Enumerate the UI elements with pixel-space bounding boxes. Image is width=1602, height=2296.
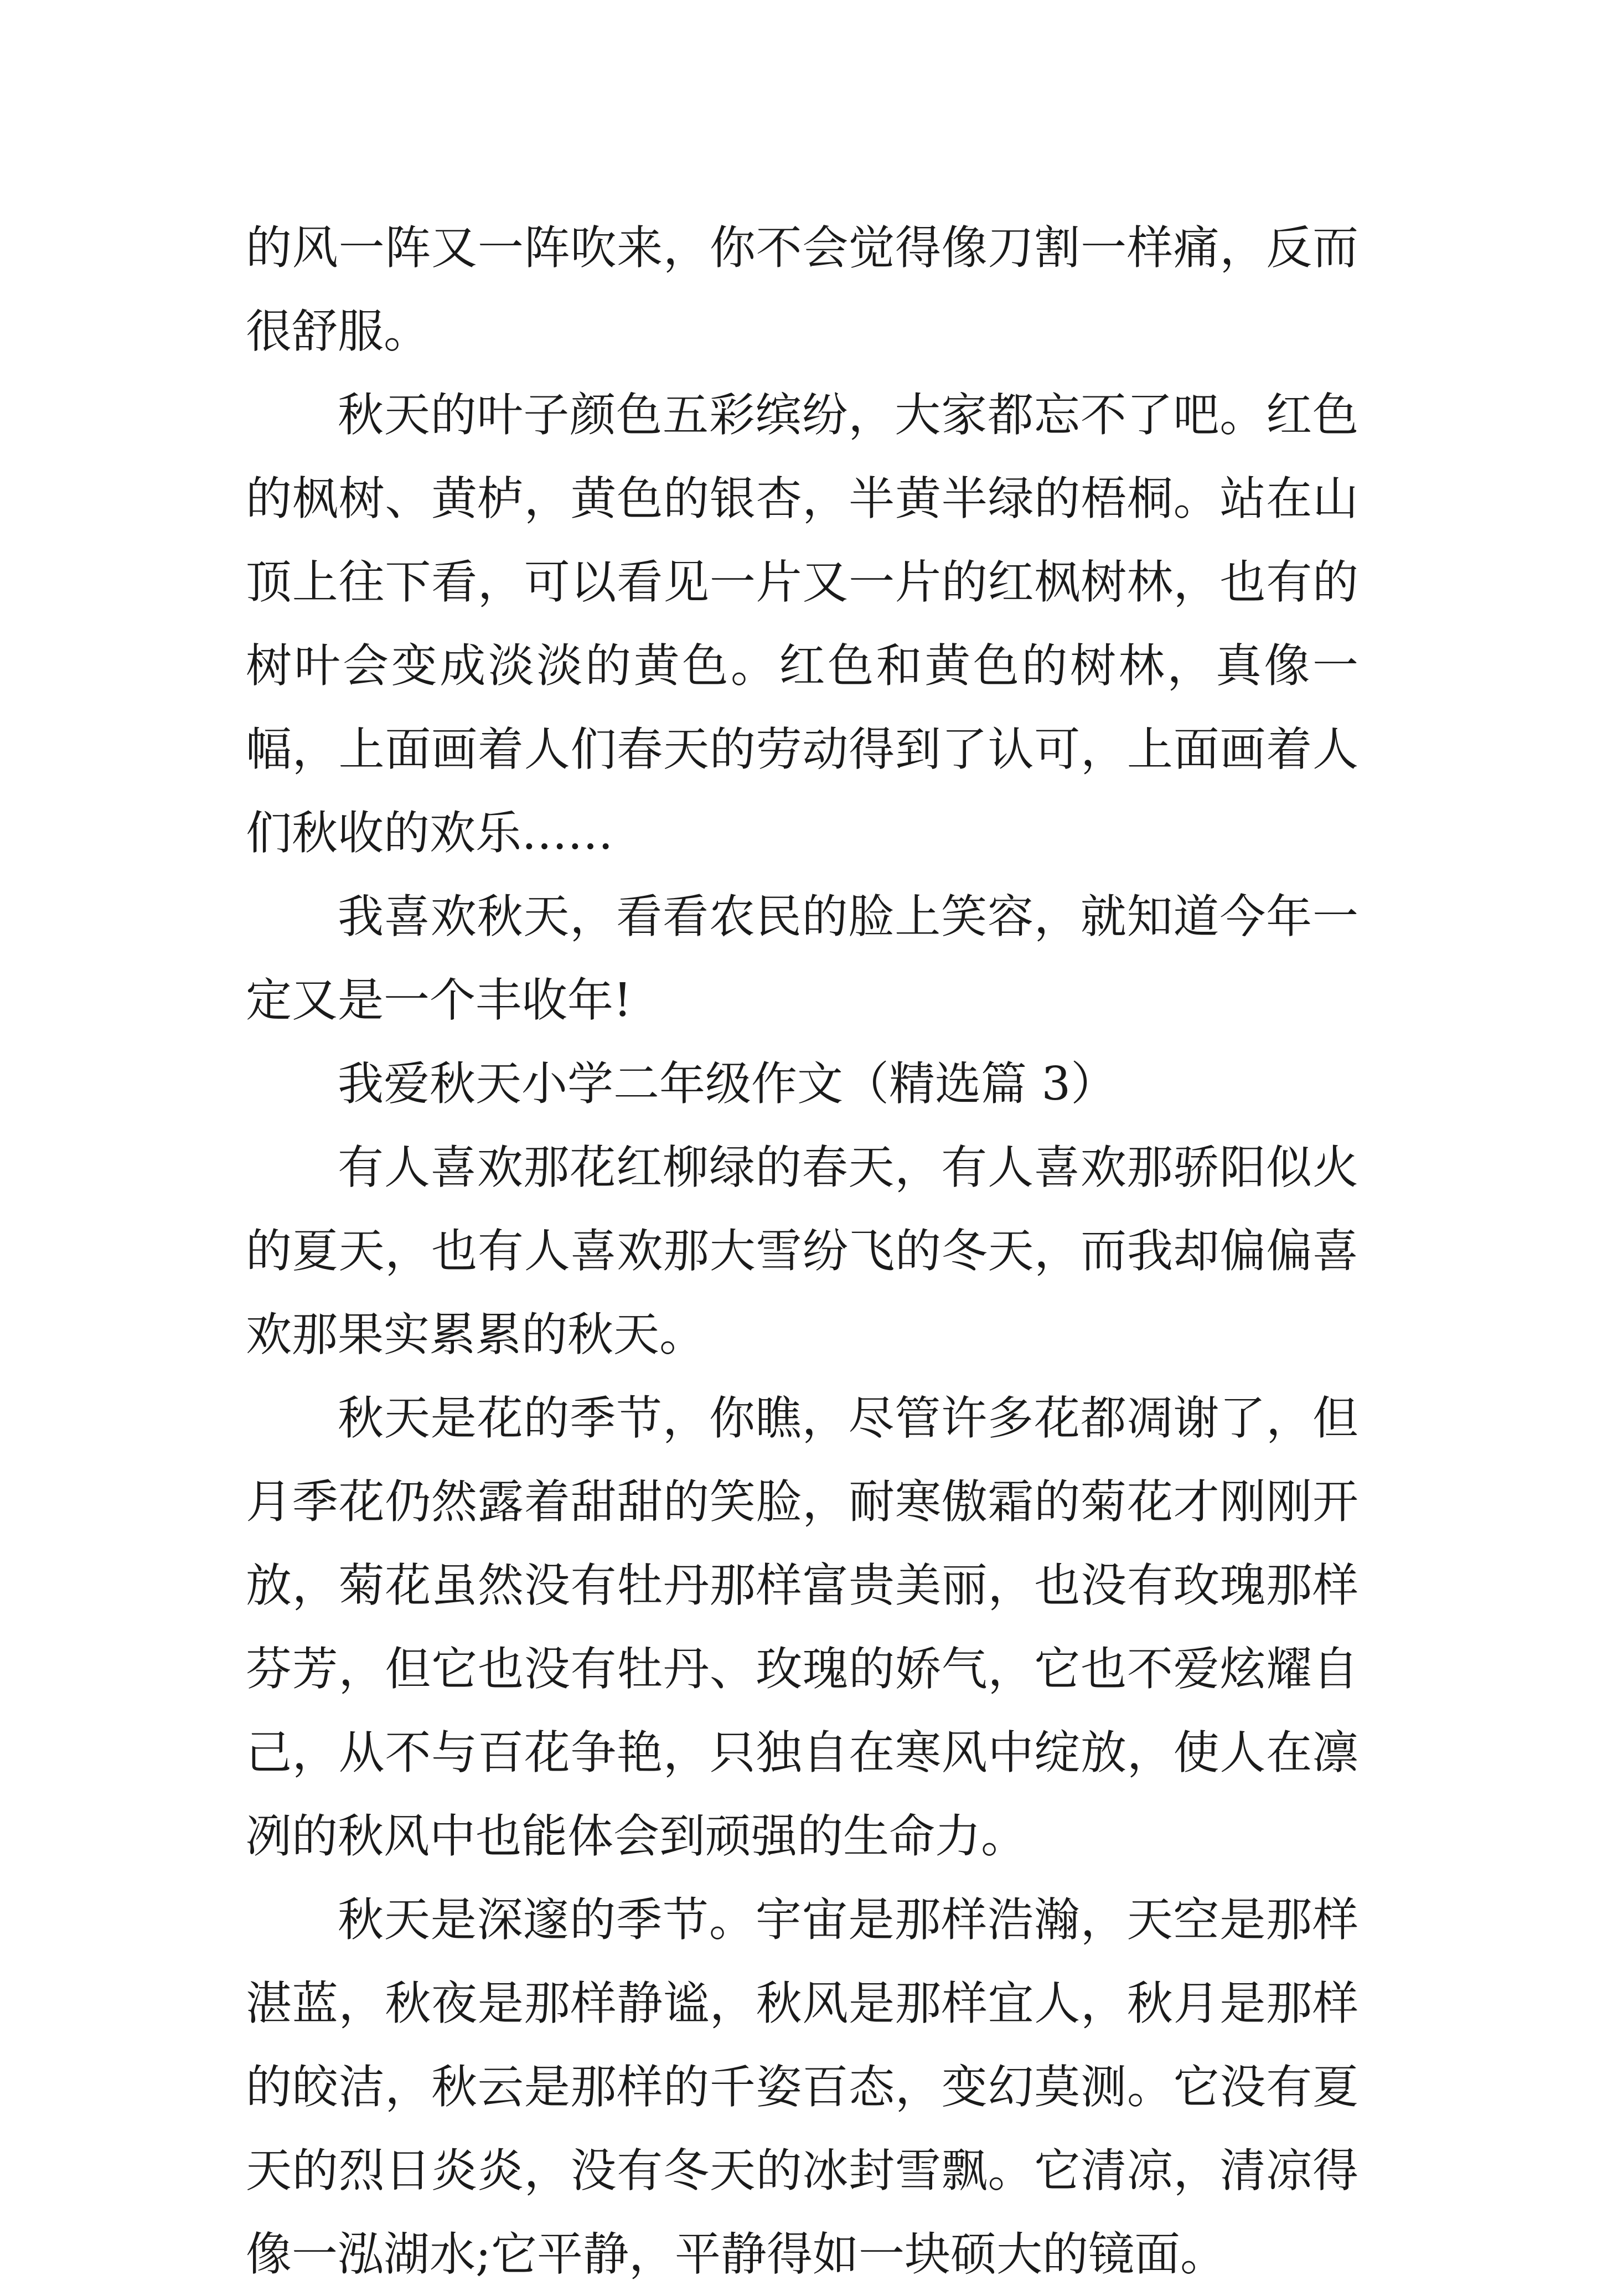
paragraph-autumn-leaves: 秋天的叶子颜色五彩缤纷，大家都忘不了吧。红色的枫树、黄栌，黄色的银杏，半黄半绿的梧桐。站在山顶上往下看，可以看见一片又一片的红枫树林，也有的树叶会变成淡淡的黄色。红色和黄色的树林，真像一幅，上面画着人们春天的劳动得到了认可，上面画着人们秋收的欢乐…… [246, 388, 1358, 860]
paragraph-seasons: 有人喜欢那花红柳绿的春天，有人喜欢那骄阳似火的夏天，也有人喜欢那大雪纷飞的冬天，而我却偏偏喜欢那果实累累的秋天。 [246, 1141, 1358, 1361]
paragraph-continuation: 的风一阵又一阵吹来，你不会觉得像刀割一样痛，反而很舒服。 [246, 221, 1358, 358]
section-heading: 我爱秋天小学二年级作文（精选篇 3） [338, 1057, 1117, 1111]
paragraph-harvest: 我喜欢秋天，看看农民的脸上笑容，就知道今年一定又是一个丰收年! [246, 890, 1358, 1027]
document-body [246, 206, 1358, 2296]
paragraph-deep-season: 秋天是深邃的季节。宇宙是那样浩瀚，天空是那样湛蓝，秋夜是那样静谧，秋风是那样宜人，秋月是那样的皎洁，秋云是那样的千姿百态，变幻莫测。它没有夏天的烈日炎炎，没有冬天的冰封雪飘。它清凉，清凉得像一泓湖水;它平静，平静得如一块硕大的镜面。 [246, 1893, 1358, 2281]
paragraph-flowers: 秋天是花的季节，你瞧，尽管许多花都凋谢了，但月季花仍然露着甜甜的笑脸，耐寒傲霜的菊花才刚刚开放，菊花虽然没有牡丹那样富贵美丽，也没有玫瑰那样芬芳，但它也没有牡丹、玫瑰的娇气，它也不爱炫耀自己，从不与百花争艳，只独自在寒风中绽放，使人在凛冽的秋风中也能体会到顽强的生命力。 [246, 1391, 1358, 1863]
